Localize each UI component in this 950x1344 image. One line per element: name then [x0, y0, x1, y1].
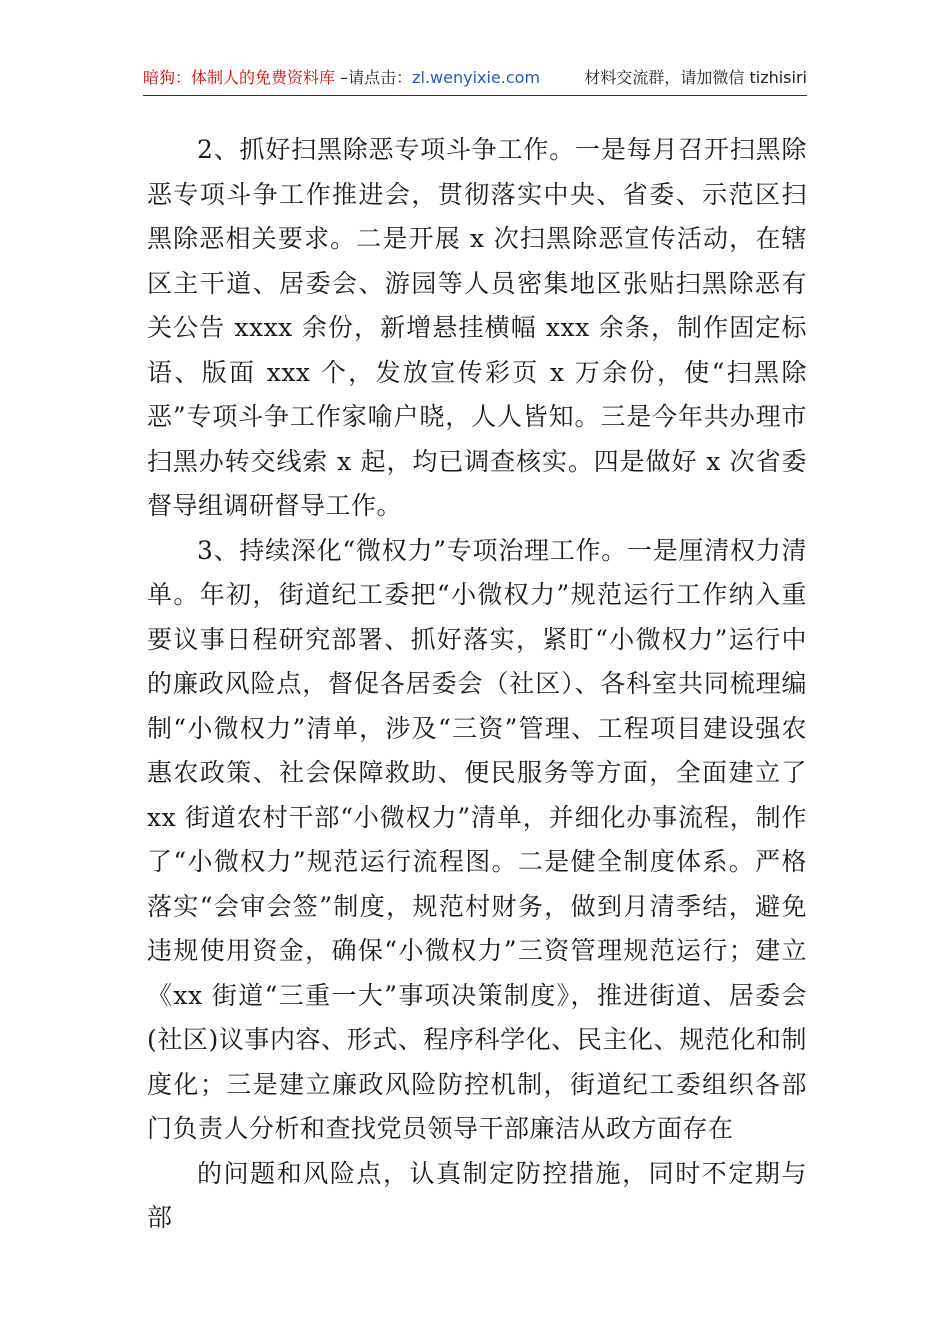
paragraph-2: 2、抓好扫黑除恶专项斗争工作。一是每月召开扫黑除恶专项斗争工作推进会，贯彻落实中央、省委、示范区扫黑除恶相关要求。二是开展 x 次扫黑除恶宣传活动，在辖区主干道、居委会、游园等人员密集地区张贴扫黑除恶有关公告 xxxx 余份，新增悬挂横幅 xxx 余条，制作固定标语、版面 xxx 个，发放宣传彩页 x 万余份，使“扫黑除恶”专项斗争工作家喻户晓，人人皆知。三是今年共办理市扫黑办转交线索 x 起，均已调查核实。四是做好 x 次省委督导组调研督导工作。	[147, 135, 807, 520]
page-header	[143, 66, 807, 90]
header-left	[143, 66, 540, 90]
header-group-note: 材料交流群，请加微信 tizhisiri	[584, 68, 807, 87]
header-divider	[143, 95, 807, 96]
header-brand: 暗狗：体制人的免费资料库	[143, 68, 336, 87]
document-body	[147, 128, 807, 1241]
paragraph-3: 3、持续深化“微权力”专项治理工作。一是厘清权力清单。年初，街道纪工委把“小微权力”规范运行工作纳入重要议事日程研究部署、抓好落实，紧盯“小微权力”运行中的廉政风险点，督促各居委会（社区）、各科室共同梳理编制“小微权力”清单，涉及“三资”管理、工程项目建设强农惠农政策、社会保障救助、便民服务等方面，全面建立了 xx 街道农村干部“小微权力”清单，并细化办事流程，制作了“小微权力”规范运行流程图。二是健全制度体系。严格落实“会审会签”制度，规范村财务，做到月清季结，避免违规使用资金，确保“小微权力”三资管理规范运行；建立《xx 街道“三重一大”事项决策制度》，推进街道、居委会(社区)议事内容、形式、程序科学化、民主化、规范化和制度化；三是建立廉政风险防控机制，街道纪工委组织各部门负责人分析和查找党员领导干部廉洁从政方面存在	[147, 535, 807, 1143]
header-click-prompt: –请点击：	[335, 68, 413, 87]
paragraph-continuation: 的问题和风险点，认真制定防控措施，同时不定期与部	[147, 1158, 807, 1232]
header-link[interactable]: zl.wenyixie.com	[412, 68, 541, 87]
